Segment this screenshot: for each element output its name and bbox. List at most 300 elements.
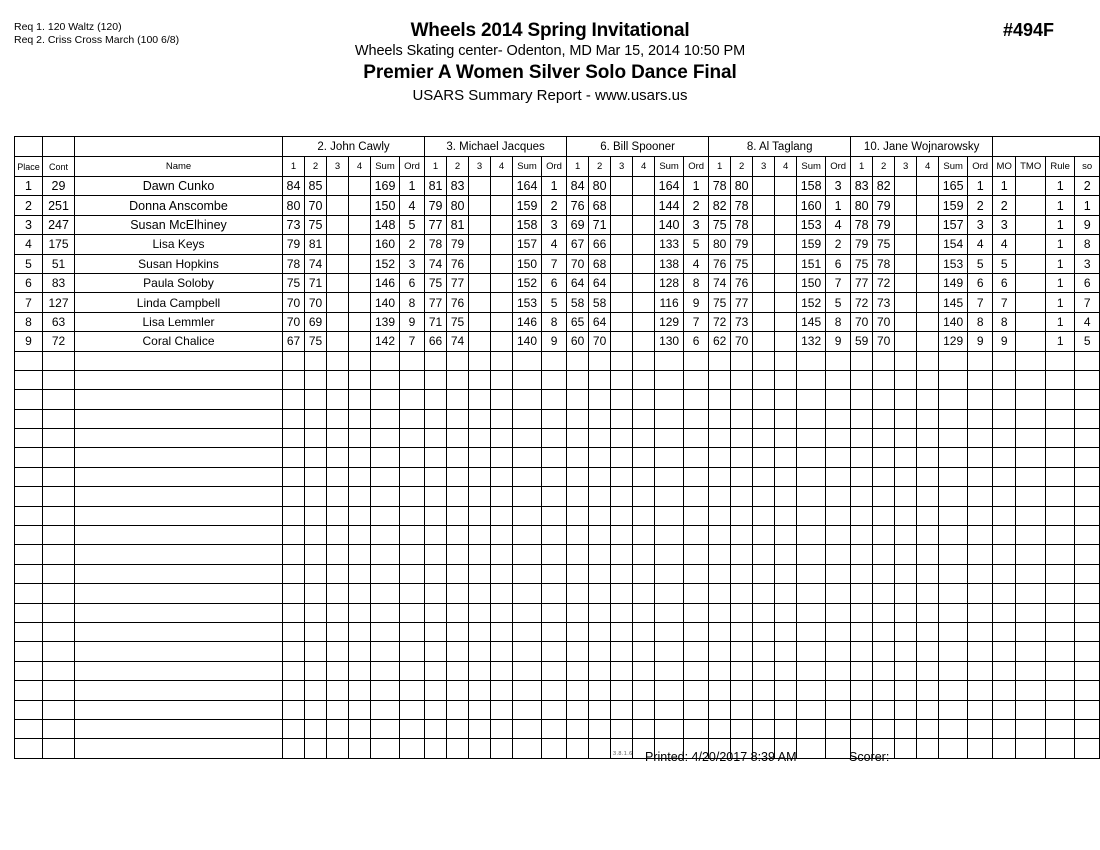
cell-judge0-score3	[327, 293, 349, 312]
empty-cell	[425, 429, 447, 448]
empty-cell	[425, 448, 447, 467]
empty-cell	[633, 642, 655, 661]
empty-cell	[371, 661, 400, 680]
empty-cell	[895, 526, 917, 545]
cell-judge4-score4	[917, 196, 939, 215]
cell-judge1-sum: 157	[513, 235, 542, 254]
empty-cell	[775, 661, 797, 680]
empty-cell	[1075, 584, 1100, 603]
empty-cell	[43, 351, 75, 370]
cell-name: Linda Campbell	[75, 293, 283, 312]
empty-cell	[491, 739, 513, 758]
empty-cell	[567, 681, 589, 700]
table-row[interactable]	[15, 332, 1100, 351]
cell-judge0-score2: 70	[305, 293, 327, 312]
empty-cell	[993, 622, 1016, 641]
empty-cell	[655, 351, 684, 370]
empty-cell	[43, 526, 75, 545]
empty-cell	[15, 351, 43, 370]
empty-table-row[interactable]	[15, 429, 1100, 448]
empty-cell	[939, 700, 968, 719]
empty-cell	[469, 719, 491, 738]
empty-table-row[interactable]	[15, 642, 1100, 661]
empty-cell	[371, 700, 400, 719]
empty-cell	[589, 545, 611, 564]
empty-cell	[349, 700, 371, 719]
empty-cell	[469, 390, 491, 409]
empty-table-row[interactable]	[15, 448, 1100, 467]
empty-cell	[15, 487, 43, 506]
empty-cell	[327, 487, 349, 506]
empty-table-row[interactable]	[15, 739, 1100, 758]
empty-cell	[1016, 739, 1046, 758]
empty-cell	[939, 409, 968, 428]
empty-cell	[15, 370, 43, 389]
empty-cell	[731, 467, 753, 486]
empty-cell	[513, 681, 542, 700]
empty-cell	[797, 467, 826, 486]
empty-cell	[797, 700, 826, 719]
table-row[interactable]	[15, 215, 1100, 234]
empty-cell	[305, 719, 327, 738]
empty-cell	[826, 370, 851, 389]
empty-cell	[15, 642, 43, 661]
cell-mo: 7	[993, 293, 1016, 312]
empty-cell	[753, 370, 775, 389]
empty-cell	[1016, 584, 1046, 603]
empty-cell	[425, 603, 447, 622]
cell-tmo	[1016, 215, 1046, 234]
empty-cell	[797, 487, 826, 506]
empty-table-row[interactable]	[15, 603, 1100, 622]
empty-table-row[interactable]	[15, 622, 1100, 641]
cell-judge3-score2: 79	[731, 235, 753, 254]
table-row[interactable]	[15, 235, 1100, 254]
header-judge1-3: 3	[469, 157, 491, 177]
empty-cell	[709, 661, 731, 680]
empty-cell	[1016, 661, 1046, 680]
empty-cell	[731, 584, 753, 603]
cell-judge1-sum: 159	[513, 196, 542, 215]
empty-cell	[917, 448, 939, 467]
empty-cell	[305, 467, 327, 486]
empty-table-row[interactable]	[15, 700, 1100, 719]
empty-cell	[709, 681, 731, 700]
cell-judge4-score2: 82	[873, 177, 895, 196]
cell-judge3-score1: 62	[709, 332, 731, 351]
cell-judge0-score1: 67	[283, 332, 305, 351]
empty-cell	[1046, 564, 1075, 583]
empty-cell	[684, 661, 709, 680]
cell-judge2-ord: 7	[684, 312, 709, 331]
empty-cell	[75, 409, 283, 428]
header-cont: Cont	[43, 157, 75, 177]
report-header	[0, 20, 1100, 106]
cell-judge4-score3	[895, 235, 917, 254]
cell-name: Lisa Keys	[75, 235, 283, 254]
empty-cell	[968, 370, 993, 389]
empty-cell	[491, 390, 513, 409]
empty-table-row[interactable]	[15, 526, 1100, 545]
empty-cell	[1075, 545, 1100, 564]
empty-cell	[655, 487, 684, 506]
empty-cell	[43, 467, 75, 486]
empty-cell	[75, 370, 283, 389]
cell-judge3-score3	[753, 215, 775, 234]
cell-judge1-score2: 79	[447, 235, 469, 254]
empty-cell	[400, 545, 425, 564]
empty-table-row[interactable]	[15, 409, 1100, 428]
cell-tmo	[1016, 273, 1046, 292]
cell-judge0-score2: 69	[305, 312, 327, 331]
empty-cell	[873, 622, 895, 641]
cell-judge4-score4	[917, 332, 939, 351]
cell-judge2-score2: 80	[589, 177, 611, 196]
empty-cell	[826, 429, 851, 448]
empty-cell	[542, 545, 567, 564]
empty-table-row[interactable]	[15, 719, 1100, 738]
empty-cell	[447, 681, 469, 700]
empty-cell	[1075, 448, 1100, 467]
cell-judge1-score2: 76	[447, 293, 469, 312]
cell-judge4-score3	[895, 177, 917, 196]
empty-cell	[968, 390, 993, 409]
cell-judge4-sum: 145	[939, 293, 968, 312]
cell-judge2-score3	[611, 293, 633, 312]
empty-cell	[633, 429, 655, 448]
empty-cell	[1046, 526, 1075, 545]
cell-judge0-ord: 5	[400, 215, 425, 234]
cell-judge4-sum: 129	[939, 332, 968, 351]
empty-cell	[895, 409, 917, 428]
cell-judge3-sum: 150	[797, 273, 826, 292]
cell-judge1-ord: 5	[542, 293, 567, 312]
empty-table-row[interactable]	[15, 467, 1100, 486]
empty-cell	[917, 390, 939, 409]
header-judge1-sum: Sum	[513, 157, 542, 177]
empty-cell	[15, 719, 43, 738]
empty-cell	[75, 661, 283, 680]
empty-cell	[731, 506, 753, 525]
empty-table-row[interactable]	[15, 506, 1100, 525]
empty-table-row[interactable]	[15, 661, 1100, 680]
empty-cell	[542, 719, 567, 738]
empty-cell	[633, 448, 655, 467]
empty-cell	[513, 719, 542, 738]
empty-cell	[655, 584, 684, 603]
cell-judge0-score1: 79	[283, 235, 305, 254]
cell-judge0-score3	[327, 273, 349, 292]
empty-cell	[589, 603, 611, 622]
empty-table-row[interactable]	[15, 545, 1100, 564]
table-row[interactable]	[15, 312, 1100, 331]
empty-cell	[993, 739, 1016, 758]
empty-cell	[349, 739, 371, 758]
cell-cont: 72	[43, 332, 75, 351]
empty-cell	[993, 700, 1016, 719]
empty-cell	[895, 467, 917, 486]
header-judge0-sum: Sum	[371, 157, 400, 177]
cell-name: Coral Chalice	[75, 332, 283, 351]
empty-cell	[305, 506, 327, 525]
empty-cell	[753, 506, 775, 525]
empty-cell	[1046, 700, 1075, 719]
empty-cell	[349, 564, 371, 583]
empty-cell	[447, 564, 469, 583]
cell-judge4-score4	[917, 177, 939, 196]
cell-judge2-score1: 60	[567, 332, 589, 351]
empty-table-row[interactable]	[15, 584, 1100, 603]
empty-cell	[775, 642, 797, 661]
empty-table-row[interactable]	[15, 681, 1100, 700]
empty-cell	[851, 487, 873, 506]
empty-cell	[775, 448, 797, 467]
empty-cell	[283, 584, 305, 603]
empty-cell	[1046, 409, 1075, 428]
cell-judge4-score3	[895, 312, 917, 331]
empty-cell	[611, 467, 633, 486]
empty-cell	[655, 390, 684, 409]
empty-cell	[1016, 390, 1046, 409]
empty-cell	[589, 681, 611, 700]
empty-cell	[968, 700, 993, 719]
empty-cell	[968, 506, 993, 525]
empty-cell	[542, 409, 567, 428]
empty-cell	[43, 564, 75, 583]
empty-cell	[611, 681, 633, 700]
empty-cell	[684, 390, 709, 409]
empty-cell	[1016, 642, 1046, 661]
empty-cell	[655, 564, 684, 583]
empty-cell	[1046, 642, 1075, 661]
cell-judge1-score4	[491, 215, 513, 234]
empty-cell	[709, 642, 731, 661]
empty-cell	[1016, 681, 1046, 700]
empty-table-row[interactable]	[15, 351, 1100, 370]
judge-name-0: 2. John Cawly	[283, 137, 425, 157]
empty-cell	[400, 409, 425, 428]
empty-cell	[75, 642, 283, 661]
cell-judge1-ord: 7	[542, 254, 567, 273]
cell-judge4-sum: 157	[939, 215, 968, 234]
cell-judge4-score1: 70	[851, 312, 873, 331]
empty-cell	[851, 448, 873, 467]
empty-cell	[400, 622, 425, 641]
printed-timestamp: Printed: 4/20/2017 8:39 AM	[645, 750, 797, 764]
empty-cell	[400, 448, 425, 467]
empty-cell	[797, 429, 826, 448]
empty-cell	[895, 390, 917, 409]
empty-cell	[797, 448, 826, 467]
header-judge0-2: 2	[305, 157, 327, 177]
empty-cell	[993, 564, 1016, 583]
cell-judge2-sum: 130	[655, 332, 684, 351]
cell-judge1-sum: 140	[513, 332, 542, 351]
report-subtitle: USARS Summary Report - www.usars.us	[412, 87, 688, 104]
empty-cell	[400, 719, 425, 738]
cell-judge3-score4	[775, 196, 797, 215]
table-row[interactable]	[15, 177, 1100, 196]
empty-cell	[968, 681, 993, 700]
cell-judge4-score2: 70	[873, 312, 895, 331]
empty-cell	[400, 526, 425, 545]
empty-cell	[1046, 351, 1075, 370]
empty-cell	[349, 622, 371, 641]
header-judge0-1: 1	[283, 157, 305, 177]
header-judge1-1: 1	[425, 157, 447, 177]
cell-place: 5	[15, 254, 43, 273]
empty-cell	[993, 409, 1016, 428]
empty-cell	[305, 603, 327, 622]
empty-cell	[873, 487, 895, 506]
empty-cell	[684, 700, 709, 719]
header-judge4-1: 1	[851, 157, 873, 177]
empty-cell	[939, 351, 968, 370]
cell-judge0-score1: 73	[283, 215, 305, 234]
table-row[interactable]	[15, 293, 1100, 312]
cell-judge2-score1: 67	[567, 235, 589, 254]
cell-judge3-score3	[753, 332, 775, 351]
empty-cell	[709, 370, 731, 389]
cell-judge3-ord: 2	[826, 235, 851, 254]
empty-cell	[731, 642, 753, 661]
empty-cell	[797, 506, 826, 525]
empty-cell	[939, 487, 968, 506]
empty-cell	[371, 409, 400, 428]
empty-cell	[542, 429, 567, 448]
empty-cell	[447, 719, 469, 738]
empty-cell	[826, 545, 851, 564]
cell-judge3-score1: 78	[709, 177, 731, 196]
empty-cell	[873, 351, 895, 370]
empty-cell	[425, 409, 447, 428]
empty-cell	[1075, 370, 1100, 389]
empty-cell	[305, 370, 327, 389]
empty-cell	[371, 681, 400, 700]
cell-judge3-score2: 76	[731, 273, 753, 292]
cell-judge2-score3	[611, 254, 633, 273]
empty-cell	[400, 506, 425, 525]
cell-judge2-sum: 129	[655, 312, 684, 331]
empty-cell	[447, 603, 469, 622]
empty-cell	[655, 545, 684, 564]
empty-cell	[939, 681, 968, 700]
empty-cell	[753, 642, 775, 661]
empty-cell	[611, 409, 633, 428]
cell-judge2-score3	[611, 312, 633, 331]
cell-judge4-sum: 153	[939, 254, 968, 273]
empty-cell	[895, 487, 917, 506]
empty-cell	[993, 448, 1016, 467]
empty-cell	[968, 719, 993, 738]
empty-table-row[interactable]	[15, 564, 1100, 583]
empty-cell	[447, 429, 469, 448]
cell-judge1-score1: 74	[425, 254, 447, 273]
cell-judge4-score2: 79	[873, 196, 895, 215]
empty-cell	[873, 584, 895, 603]
cell-judge4-sum: 154	[939, 235, 968, 254]
empty-cell	[425, 622, 447, 641]
empty-cell	[75, 448, 283, 467]
empty-cell	[425, 390, 447, 409]
header-judge3-1: 1	[709, 157, 731, 177]
table-row[interactable]	[15, 273, 1100, 292]
empty-cell	[305, 448, 327, 467]
empty-cell	[75, 564, 283, 583]
cell-judge0-score4	[349, 293, 371, 312]
cell-judge0-score3	[327, 196, 349, 215]
cell-judge0-score3	[327, 254, 349, 273]
cell-judge0-score4	[349, 177, 371, 196]
cell-judge0-sum: 152	[371, 254, 400, 273]
empty-cell	[283, 506, 305, 525]
empty-table-row[interactable]	[15, 390, 1100, 409]
empty-cell	[349, 681, 371, 700]
cell-judge1-score3	[469, 293, 491, 312]
empty-cell	[43, 719, 75, 738]
cell-judge2-score2: 58	[589, 293, 611, 312]
empty-cell	[873, 390, 895, 409]
empty-cell	[611, 545, 633, 564]
cell-tmo	[1016, 196, 1046, 215]
cell-judge4-ord: 7	[968, 293, 993, 312]
cell-judge1-score2: 75	[447, 312, 469, 331]
empty-cell	[633, 545, 655, 564]
cell-judge1-score4	[491, 293, 513, 312]
empty-cell	[371, 370, 400, 389]
cell-judge0-score2: 70	[305, 196, 327, 215]
empty-cell	[425, 506, 447, 525]
cell-judge2-sum: 164	[655, 177, 684, 196]
header-place: Place	[15, 157, 43, 177]
empty-cell	[542, 661, 567, 680]
empty-cell	[425, 700, 447, 719]
empty-cell	[917, 719, 939, 738]
empty-cell	[75, 351, 283, 370]
empty-cell	[611, 700, 633, 719]
empty-cell	[655, 603, 684, 622]
empty-cell	[753, 429, 775, 448]
cell-judge4-sum: 159	[939, 196, 968, 215]
empty-cell	[305, 351, 327, 370]
empty-cell	[542, 564, 567, 583]
empty-cell	[447, 622, 469, 641]
empty-cell	[542, 506, 567, 525]
empty-cell	[75, 467, 283, 486]
empty-cell	[1016, 351, 1046, 370]
empty-cell	[1016, 700, 1046, 719]
cell-judge0-score4	[349, 254, 371, 273]
empty-cell	[895, 545, 917, 564]
empty-cell	[469, 564, 491, 583]
table-row[interactable]	[15, 254, 1100, 273]
empty-cell	[327, 719, 349, 738]
empty-cell	[851, 526, 873, 545]
cell-judge2-score2: 64	[589, 312, 611, 331]
empty-cell	[1075, 700, 1100, 719]
empty-cell	[753, 351, 775, 370]
empty-cell	[283, 429, 305, 448]
empty-table-row[interactable]	[15, 370, 1100, 389]
table-row[interactable]	[15, 196, 1100, 215]
empty-table-row[interactable]	[15, 487, 1100, 506]
cell-so: 3	[1075, 254, 1100, 273]
empty-cell	[968, 409, 993, 428]
empty-cell	[447, 390, 469, 409]
empty-cell	[43, 448, 75, 467]
empty-cell	[993, 506, 1016, 525]
empty-cell	[753, 545, 775, 564]
